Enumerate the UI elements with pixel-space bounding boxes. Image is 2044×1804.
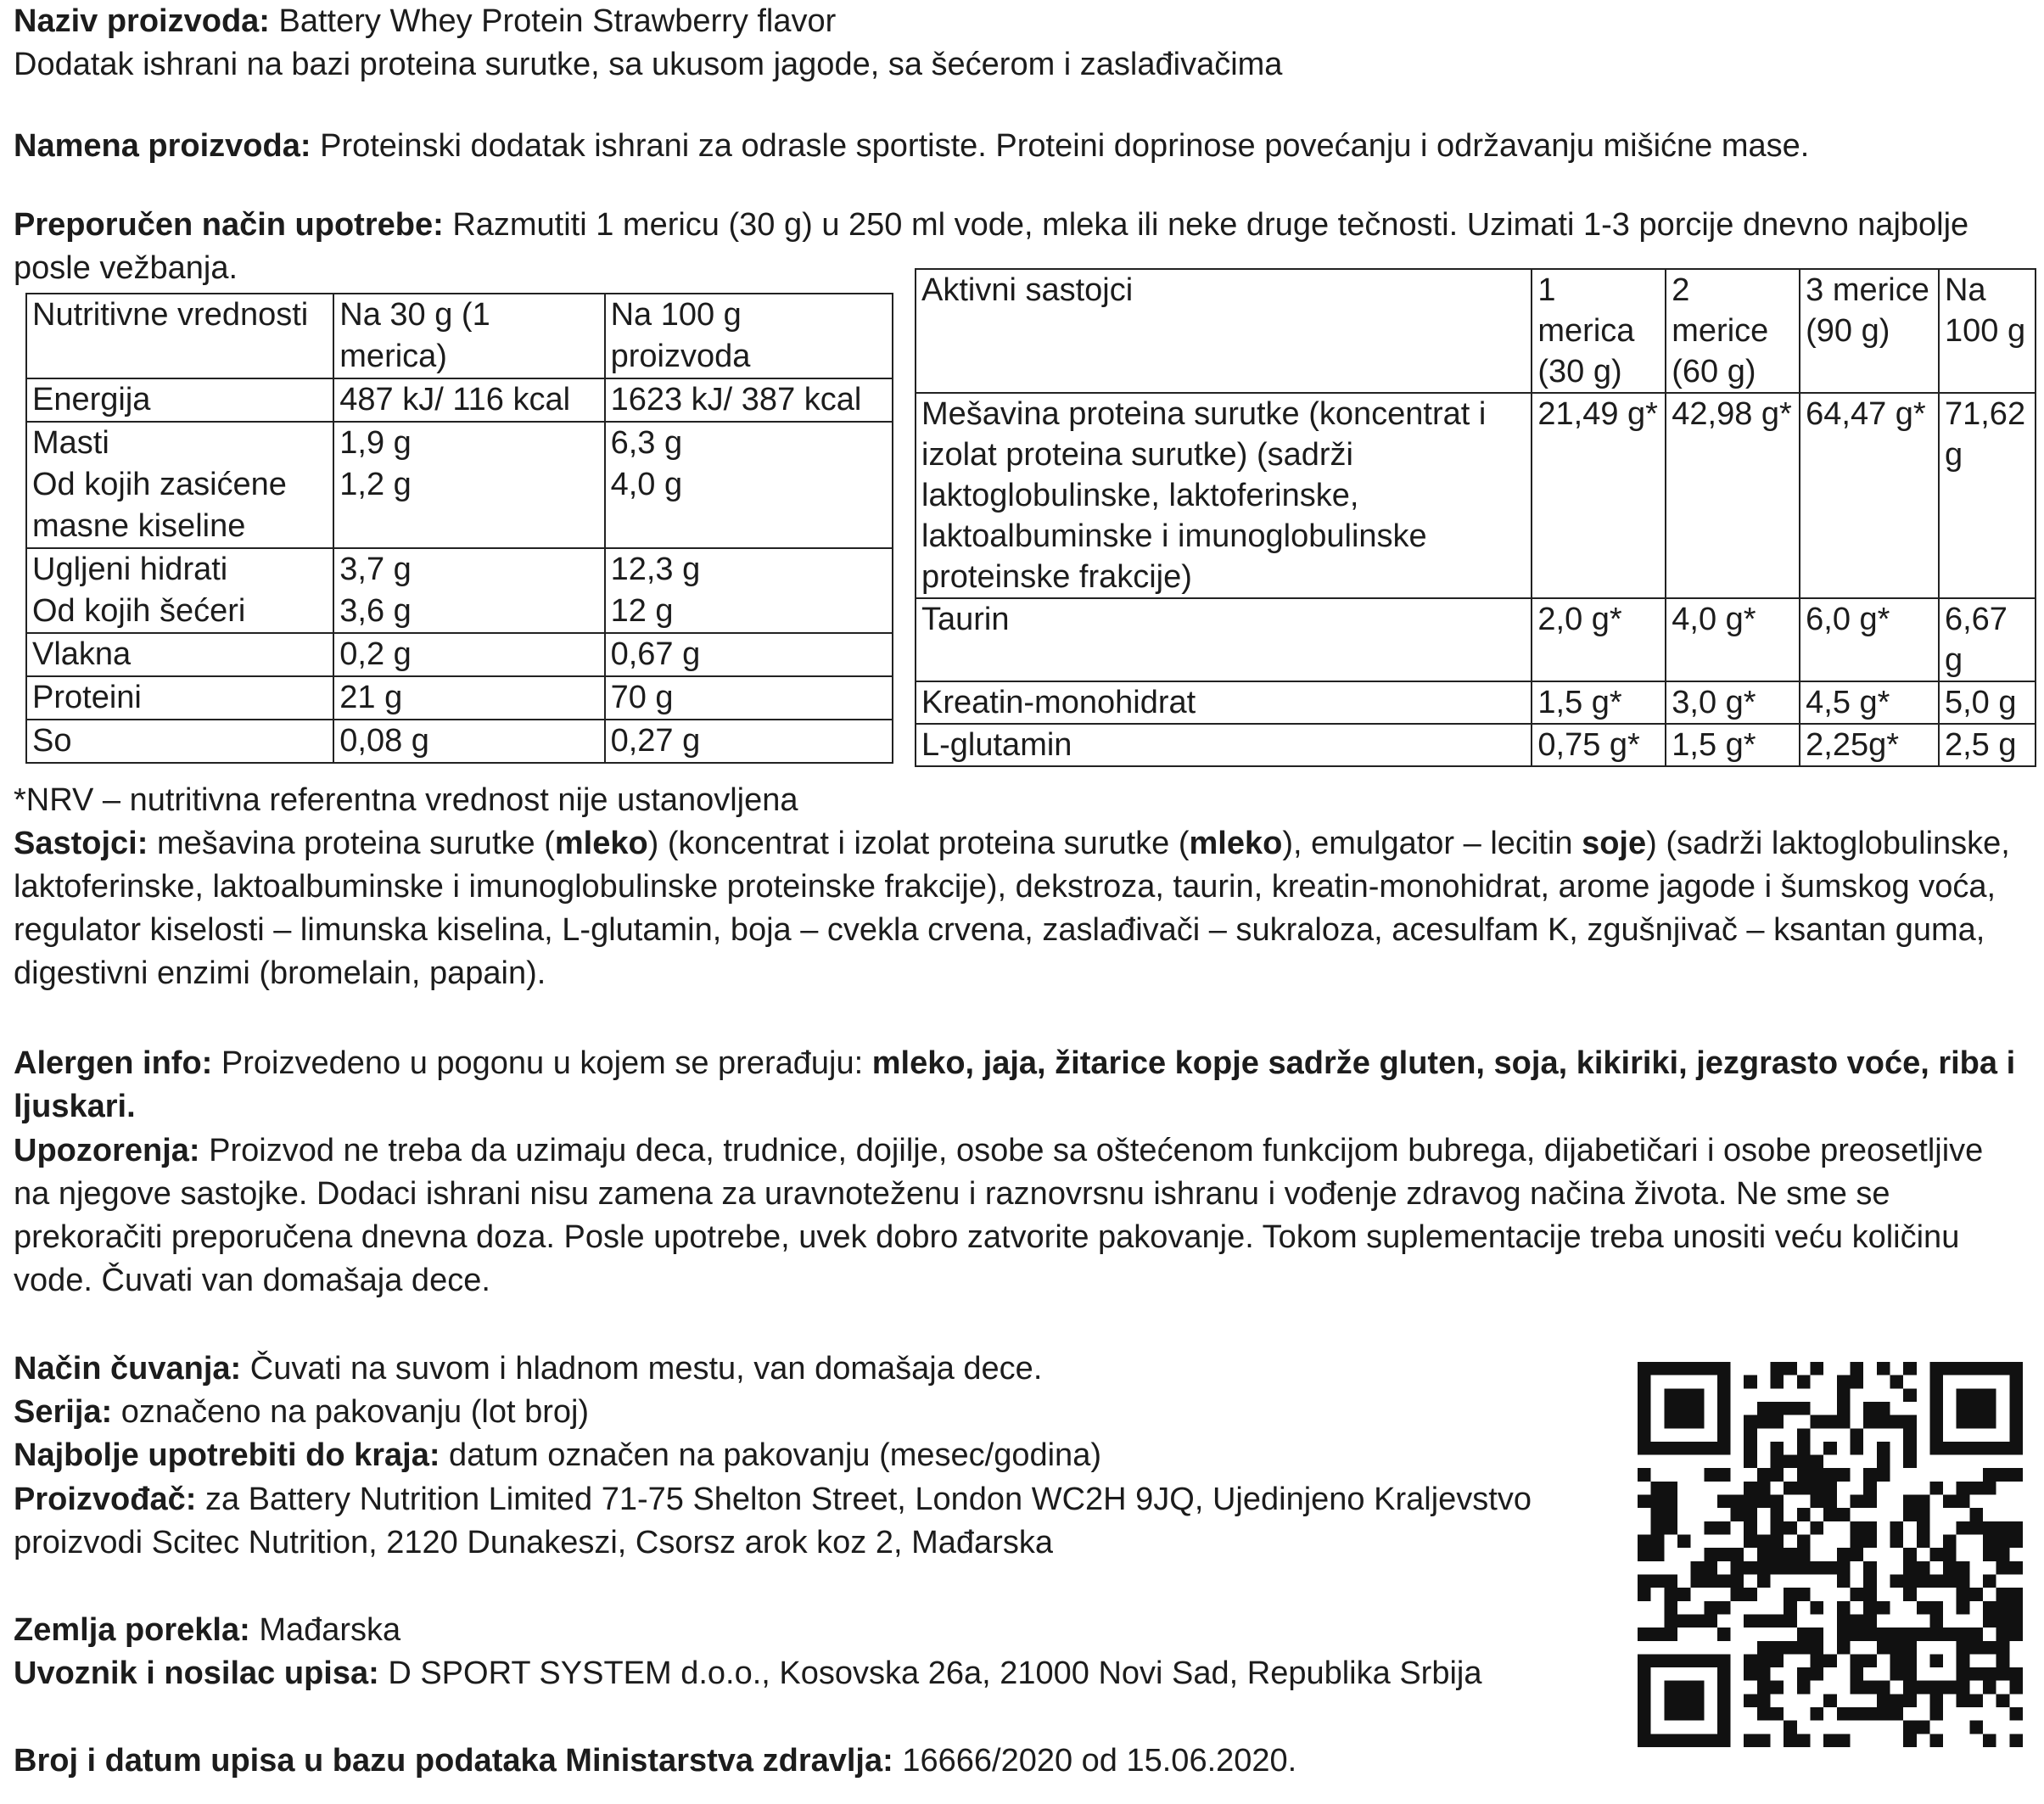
nutrition-row-salt xyxy=(26,720,893,763)
best-before-section xyxy=(14,1434,1617,1477)
nutrient-value-30g: 21 g xyxy=(333,676,604,720)
nutrition-row-energy xyxy=(26,378,893,422)
nutrition-header-cell: Na 100 g proizvoda xyxy=(605,294,893,378)
active-value-2-scoops: 1,5 g* xyxy=(1666,724,1800,766)
nutrient-name: Vlakna xyxy=(26,633,333,676)
origin-label: Zemlja porekla: xyxy=(14,1612,250,1648)
active-ingredient-name: Taurin xyxy=(916,598,1532,681)
active-value-1-scoop: 21,49 g* xyxy=(1532,393,1666,598)
registration-label: Broj i datum upisa u bazu podataka Ministarstva zdravlja: xyxy=(14,1743,893,1779)
origin-text: Mađarska xyxy=(249,1612,401,1648)
manufacturer-text: za Battery Nutrition Limited 71-75 Shelton Street, London WC2H 9JQ, Ujedinjeno Kraljevstvo proizvodi Scitec Nutrition, 2120 Dunakeszi, Csorsz arok koz 2, Mađarska xyxy=(14,1482,1532,1560)
active-row xyxy=(916,681,2036,724)
nutrition-header-cell: Nutritivne vrednosti xyxy=(26,294,333,378)
nutrient-name: Proteini xyxy=(26,676,333,720)
active-value-100g: 2,5 g xyxy=(1939,724,2036,766)
batch-section xyxy=(14,1391,1617,1434)
nutrient-name-line: Od kojih zasićene masne kiseline xyxy=(32,467,287,544)
nutrient-value-line: 1,2 g xyxy=(339,467,412,502)
best-before-text: datum označen na pakovanju (mesec/godina) xyxy=(440,1437,1101,1473)
usage-text: Razmutiti 1 mericu (30 g) u 250 ml vode, mleka ili neke druge tečnosti. Uzimati 1-3 porcije dnevno najbolje posle vežbanja. xyxy=(14,207,1969,286)
allergen-highlight: mleko xyxy=(554,826,648,861)
nutrient-value-line: 12 g xyxy=(610,593,674,629)
allergen-highlight: mleko xyxy=(1189,826,1283,861)
nutrient-value-100g: 1623 kJ/ 387 kcal xyxy=(605,378,893,422)
qr-code-icon xyxy=(1638,1362,2023,1747)
nutrient-value-100g: 0,27 g xyxy=(605,720,893,763)
nutrient-value-100g xyxy=(605,548,893,633)
purpose-text: Proteinski dodatak ishrani za odrasle sportiste. Proteini doprinose povećanju i održavanju mišićne mase. xyxy=(320,128,1810,164)
active-value-3-scoops: 64,47 g* xyxy=(1800,393,1939,598)
warnings-text: Proizvod ne treba da uzimaju deca, trudnice, dojilje, osobe sa oštećenom funkcijom bubrega, dijabetičari i osobe preosetljive na njegove sastojke. Dodaci ishrani nisu zamena za uravnoteženu i raznovrsnu ishranu i vođenje zdravog načina života. Ne sme se prekoračiti preporučena dnevna doza. Posle upotrebe, uvek dobro zatvorite pakovanje. Tokom suplementacije treba unositi veću količinu vode. Čuvati van domašaja dece. xyxy=(14,1133,1984,1298)
active-value-1-scoop: 1,5 g* xyxy=(1532,681,1666,724)
product-name: Battery Whey Protein Strawberry flavor xyxy=(278,3,837,39)
nutrient-value-30g: 0,08 g xyxy=(333,720,604,763)
nutrition-row-fiber xyxy=(26,633,893,676)
nutrition-row-protein xyxy=(26,676,893,720)
allergen-label: Alergen info: xyxy=(14,1045,213,1081)
active-value-3-scoops: 6,0 g* xyxy=(1800,598,1939,681)
batch-text: označeno na pakovanju (lot broj) xyxy=(112,1394,590,1430)
storage-section xyxy=(14,1347,1617,1391)
ingredients-text: ) (koncentrat i izolat proteina surutke ( xyxy=(647,826,1190,861)
active-ingredients-table xyxy=(915,268,2036,767)
active-value-3-scoops: 4,5 g* xyxy=(1800,681,1939,724)
nutrient-name-line: Od kojih šećeri xyxy=(32,593,246,629)
nutrient-value-30g xyxy=(333,548,604,633)
nutrition-table xyxy=(25,293,893,764)
nutrient-value-100g: 70 g xyxy=(605,676,893,720)
active-value-100g: 6,67 g xyxy=(1939,598,2036,681)
nutrition-header-row xyxy=(26,294,893,378)
product-label: Naziv proizvoda: xyxy=(14,3,270,39)
usage-label: Preporučen način upotrebe: xyxy=(14,207,444,243)
manufacturer-label: Proizvođač: xyxy=(14,1482,197,1517)
active-header-cell: 2 merice (60 g) xyxy=(1666,269,1800,393)
active-value-100g: 5,0 g xyxy=(1939,681,2036,724)
active-value-1-scoop: 2,0 g* xyxy=(1532,598,1666,681)
purpose-section xyxy=(14,125,2024,168)
nutrition-row-fat xyxy=(26,422,893,548)
nutrient-value-line: 4,0 g xyxy=(610,467,683,502)
nutrient-name: Energija xyxy=(26,378,333,422)
warnings-label: Upozorenja: xyxy=(14,1133,200,1168)
purpose-label: Namena proizvoda: xyxy=(14,128,311,164)
active-header-cell: 1 merica (30 g) xyxy=(1532,269,1666,393)
ingredients-text: mešavina proteina surutke ( xyxy=(148,826,555,861)
allergen-highlight: soje xyxy=(1582,826,1647,861)
nutrient-name-line: Ugljeni hidrati xyxy=(32,552,228,587)
ingredients-text: ) (sadrži laktoglobulinske, laktoferinske, laktoalbuminske i imunoglobulinske proteinske frakcije), dekstroza, taurin, kreatin-monohidrat, arome jagode i šumskog voća, regulator kiselosti – limunska kiselina, L-glutamin, boja – cvekla crvena, zaslađivači – sukraloza, acesulfam K, zgušnjivač – ksantan guma, digestivni enzimi (bromelain, papain). xyxy=(14,826,2010,991)
best-before-label: Najbolje upotrebiti do kraja: xyxy=(14,1437,440,1473)
ingredients-label: Sastojci: xyxy=(14,826,148,861)
storage-text: Čuvati na suvom i hladnom mestu, van domašaja dece. xyxy=(241,1351,1043,1387)
nutrient-value-100g xyxy=(605,422,893,548)
importer-label: Uvoznik i nosilac upisa: xyxy=(14,1656,379,1691)
nutrient-value-30g: 0,2 g xyxy=(333,633,604,676)
nutrient-value-30g: 487 kJ/ 116 kcal xyxy=(333,378,604,422)
warnings-section xyxy=(14,1129,2024,1303)
nutrition-row-carbs xyxy=(26,548,893,633)
nrv-note: *NRV – nutritivna referentna vrednost nije ustanovljena xyxy=(14,782,798,818)
nutrient-value-line: 1,9 g xyxy=(339,425,412,461)
nutrition-header-cell: Na 30 g (1 merica) xyxy=(333,294,604,378)
active-value-2-scoops: 4,0 g* xyxy=(1666,598,1800,681)
storage-label: Način čuvanja: xyxy=(14,1351,242,1387)
nutrient-value-line: 3,7 g xyxy=(339,552,412,587)
active-ingredient-name: Mešavina proteina surutke (koncentrat i izolat proteina surutke) (sadrži laktoglobulinske, laktoferinske, laktoalbuminske i imunoglobulinske proteinske frakcije) xyxy=(916,393,1532,598)
active-header-cell: Na 100 g xyxy=(1939,269,2036,393)
nutrient-value-line: 6,3 g xyxy=(610,425,683,461)
active-header-cell: 3 merice (90 g) xyxy=(1800,269,1939,393)
nutrient-value-line: 3,6 g xyxy=(339,593,412,629)
nutrient-value-line: 12,3 g xyxy=(610,552,701,587)
origin-section xyxy=(14,1609,1617,1652)
nutrient-name: So xyxy=(26,720,333,763)
allergen-list: mleko, jaja, žitarice kopje sadrže gluten, soja, kikiriki, jezgrasto voće, riba i ljuskari. xyxy=(14,1045,2016,1124)
active-value-1-scoop: 0,75 g* xyxy=(1532,724,1666,766)
product-description: Dodatak ishrani na bazi proteina surutke, sa ukusom jagode, sa šećerom i zaslađivačima xyxy=(14,47,1283,82)
active-value-3-scoops: 2,25g* xyxy=(1800,724,1939,766)
active-value-100g: 71,62 g xyxy=(1939,393,2036,598)
active-value-2-scoops: 42,98 g* xyxy=(1666,393,1800,598)
importer-text: D SPORT SYSTEM d.o.o., Kosovska 26a, 21000 Novi Sad, Republika Srbija xyxy=(378,1656,1482,1691)
nutrient-value-100g: 0,67 g xyxy=(605,633,893,676)
registration-text: 16666/2020 od 15.06.2020. xyxy=(893,1743,1297,1779)
nutrient-name-line: Masti xyxy=(32,425,109,461)
active-row xyxy=(916,598,2036,681)
active-row xyxy=(916,393,2036,598)
manufacturer-section xyxy=(14,1478,1583,1565)
active-ingredient-name: L-glutamin xyxy=(916,724,1532,766)
allergen-section xyxy=(14,1042,2024,1129)
product-header xyxy=(14,0,2024,87)
ingredients-section xyxy=(14,822,2024,995)
active-row xyxy=(916,724,2036,766)
active-header-cell: Aktivni sastojci xyxy=(916,269,1532,393)
nutrient-value-30g xyxy=(333,422,604,548)
registration-section xyxy=(14,1740,1617,1783)
allergen-text: Proizvedeno u pogonu u kojem se prerađuju: xyxy=(212,1045,872,1081)
nutrient-name xyxy=(26,548,333,633)
active-header-row xyxy=(916,269,2036,393)
nutrient-name xyxy=(26,422,333,548)
batch-label: Serija: xyxy=(14,1394,113,1430)
ingredients-text: ), emulgator – lecitin xyxy=(1282,826,1582,861)
importer-section xyxy=(14,1652,1541,1695)
active-value-2-scoops: 3,0 g* xyxy=(1666,681,1800,724)
active-ingredient-name: Kreatin-monohidrat xyxy=(916,681,1532,724)
